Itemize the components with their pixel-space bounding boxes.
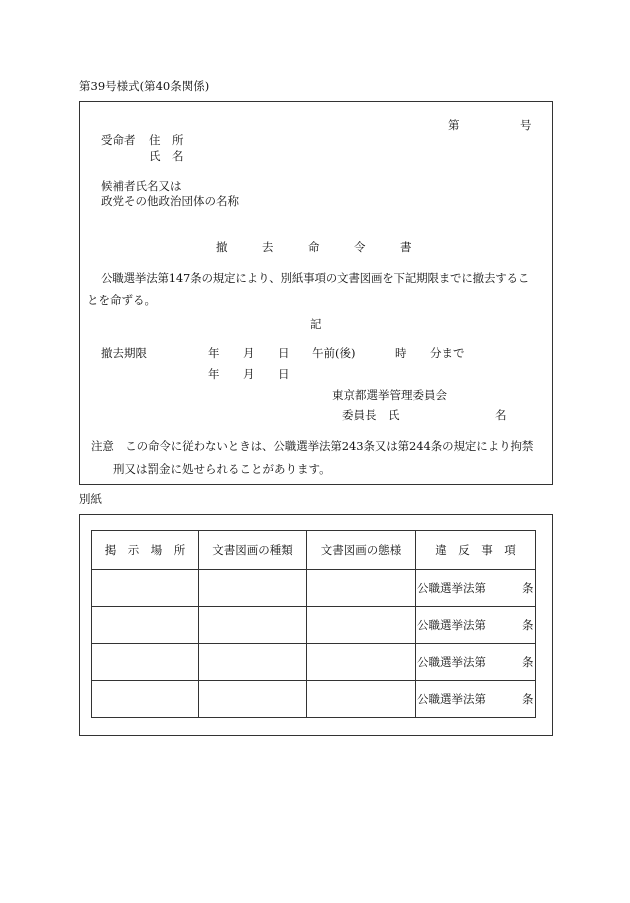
location-cell: [92, 570, 199, 607]
type-cell: [199, 607, 307, 644]
attachment-label: 別紙: [79, 492, 102, 506]
table-row: [92, 570, 536, 607]
deadline-hour: 時: [395, 346, 407, 360]
issue-month: 月: [243, 367, 255, 381]
table-row: [92, 607, 536, 644]
address-label: 住 所: [149, 133, 184, 147]
header-violation: 違 反 事 項: [416, 531, 536, 570]
law-suffix: 条: [522, 618, 534, 632]
law-prefix: 公職選挙法第: [417, 692, 486, 706]
ki-heading: 記: [310, 317, 322, 331]
form-number-label: 第39号様式(第40条関係): [79, 79, 210, 93]
violation-cell: [416, 644, 536, 681]
type-cell: [199, 681, 307, 718]
header-document-form: 文書図画の態様: [307, 531, 416, 570]
location-cell: [92, 681, 199, 718]
name-label: 氏 名: [149, 149, 184, 163]
chair-name-suffix: 名: [495, 408, 507, 422]
form-cell: [307, 570, 416, 607]
type-cell: [199, 570, 307, 607]
recipient-label: 受命者: [101, 133, 136, 147]
law-prefix: 公職選挙法第: [417, 618, 486, 632]
law-prefix: 公職選挙法第: [417, 655, 486, 669]
header-document-type: 文書図画の種類: [199, 531, 307, 570]
violation-cell: [416, 681, 536, 718]
deadline-label: 撤去期限: [101, 346, 147, 360]
candidate-label-line2: 政党その他政治団体の名称: [101, 194, 239, 208]
candidate-label-line1: 候補者氏名又は: [101, 179, 182, 193]
violation-items-table: [91, 530, 536, 718]
order-body-line2: とを命ずる。: [87, 293, 156, 307]
location-cell: [92, 607, 199, 644]
deadline-year: 年: [208, 346, 220, 360]
form-cell: [307, 644, 416, 681]
location-cell: [92, 644, 199, 681]
header-posting-location: 掲 示 場 所: [92, 531, 199, 570]
form-cell: [307, 681, 416, 718]
deadline-minute: 分まで: [430, 346, 465, 360]
committee-name: 東京都選挙管理委員会: [332, 388, 447, 402]
deadline-day: 日: [278, 346, 290, 360]
document-number-suffix: 号: [520, 118, 532, 132]
order-body-line1: 公職選挙法第147条の規定により、別紙事項の文書図画を下記期限までに撤去するこ: [101, 271, 530, 285]
law-suffix: 条: [522, 692, 534, 706]
law-suffix: 条: [522, 655, 534, 669]
issue-year: 年: [208, 367, 220, 381]
table-header-row: [92, 531, 536, 570]
form-cell: [307, 607, 416, 644]
deadline-ampm: 午前(後): [312, 346, 356, 360]
violation-cell: [416, 607, 536, 644]
table-row: [92, 644, 536, 681]
warning-note-line2: 刑又は罰金に処せられることがあります。: [113, 462, 331, 476]
violation-cell: [416, 570, 536, 607]
table-row: [92, 681, 536, 718]
deadline-month: 月: [243, 346, 255, 360]
law-prefix: 公職選挙法第: [417, 581, 486, 595]
type-cell: [199, 644, 307, 681]
document-title: 撤 去 命 令 書: [216, 240, 412, 254]
warning-note-line1: 注意 この命令に従わないときは、公職選挙法第243条又は第244条の規定により拘禁: [91, 439, 534, 453]
issue-day: 日: [278, 367, 290, 381]
chair-label: 委員長 氏: [342, 408, 400, 422]
document-number-prefix: 第: [448, 118, 460, 132]
law-suffix: 条: [522, 581, 534, 595]
